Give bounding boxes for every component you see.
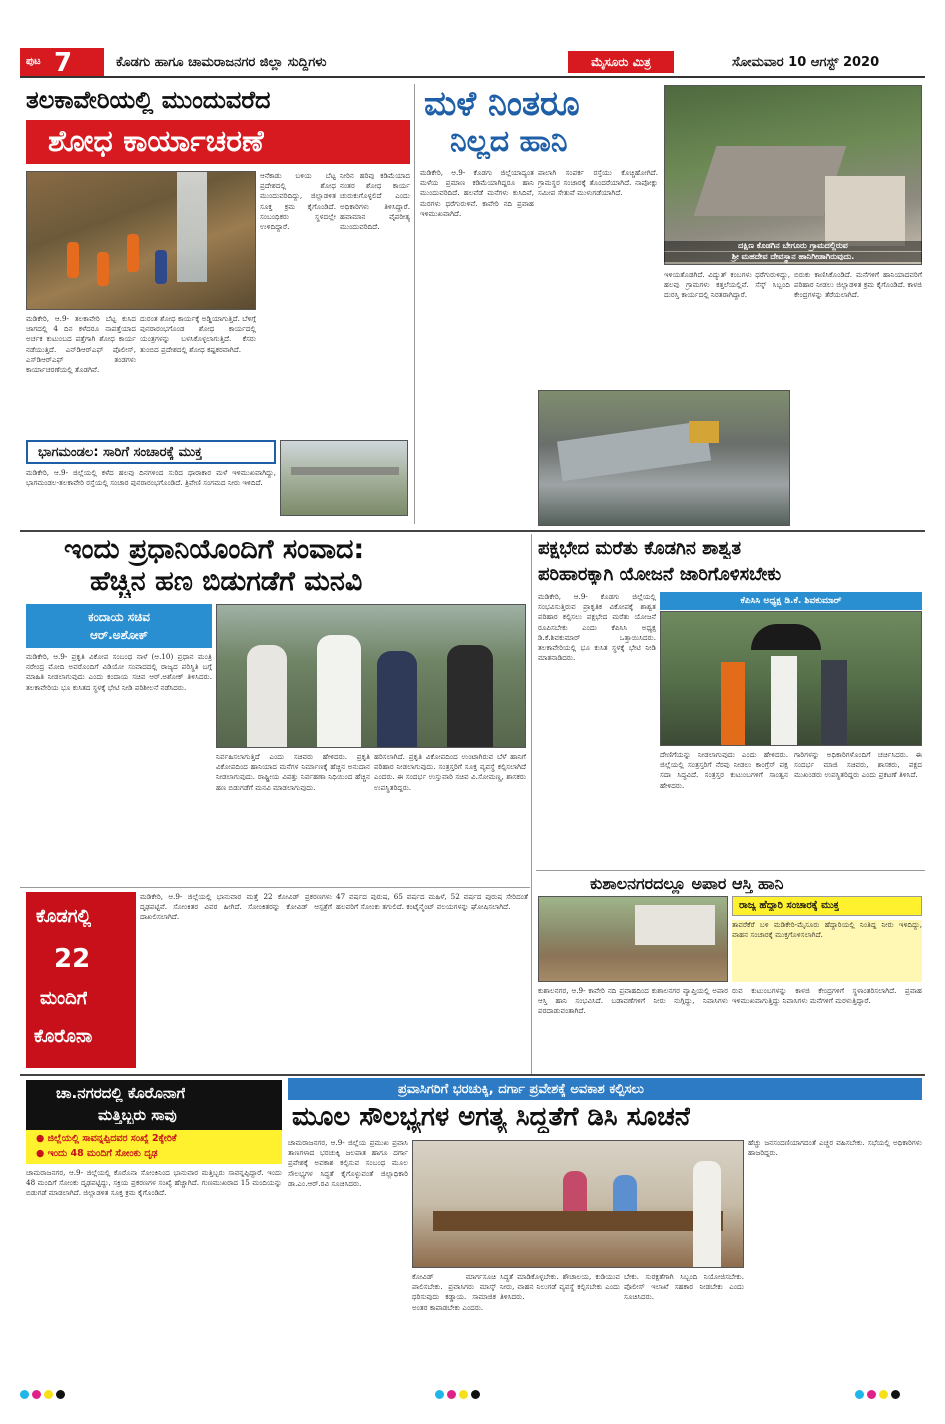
person-figure <box>377 651 417 748</box>
person-figure <box>771 656 797 746</box>
dks-body-col3: ಗಾರಿಗಳನ್ನು ಅಧಿಕಾರಿಗಳೊಂದಿಗೆ ಚರ್ಚಿಸಿದರು. ಈ ಸಂದರ್ಭ ಮಾಜಿ ಸಚಿವರು, ಶಾಸಕರು, ಪಕ್ಷದ ಮುಖಂಡರು ಉಪಸ್ಥಿತರಿದ್ದರು ಎಂದು ಪ್ರಕಟಣೆ ತಿಳಿಸಿದೆ. <box>794 750 922 780</box>
highway-body: ತಾವರೆಕೆರೆ ಬಳಿ ಮಡಿಕೇರಿ-ಮೈಸೂರು ಹೆದ್ದಾರಿಯಲ್ಲಿ ನಿಂತಿದ್ದ ನೀರು ಇಳಿದಿದ್ದು, ವಾಹನ ಸಂಚಾರಕ್ಕೆ ಮುಕ್ತಗೊಳಿಸಲಾಗಿದೆ. <box>732 920 922 982</box>
person-figure <box>563 1171 587 1211</box>
dks-body-col2: ದೇಣಿಗೆಯನ್ನು ನೀಡಲಾಗುವುದು ಎಂದು ಹೇಳಿದರು. ಜಿಲ್ಲೆಯಲ್ಲಿ ಸಂತ್ರಸ್ತರಿಗೆ ನೆರವು ನೀಡಲು ಕಾಂಗ್ರೆಸ್ ಪಕ್ಷ ಸದಾ ಸಿದ್ಧವಿದೆ. ಸಂತ್ರಸ್ತರ ಕುಟುಂಬಗಳಿಗೆ ಸಾಂತ್ವನ ಹೇಳಿದರು. <box>660 750 788 790</box>
temple-photo-caption-line1: ದಕ್ಷಿಣ ಕೊಡಗಿನ ಬೇಗೂರು ಗ್ರಾಮದಲ್ಲಿರುವ <box>664 241 922 251</box>
magenta-dot <box>447 1390 456 1399</box>
yellow-dot <box>879 1390 888 1399</box>
person-figure <box>821 660 847 746</box>
search-body-col1: ಮಡಿಕೇರಿ, ಆ.9- ತಲಕಾವೇರಿ ಬೆಟ್ಟ ಕುಸಿದ ಜಾಗದಲ್ಲಿ 4 ದಿನ ಕಳೆದರೂ ನಾಪತ್ತೆಯಾದ ಅರ್ಚಕ ಕುಟುಂಬದ ಪತ್ತೆಗಾಗಿ ಶೋಧ ಕಾರ್ಯ ನಡೆಯುತ್ತಿದೆ. ಎನ್‍ಡಿಆರ್‍ಎಫ್ ಪೊಲೀಸ್, ಎಸ್‍ಡಿಆರ್‍ಎಫ್ ತಂಡಗಳು ಕಾರ್ಯಾಚರಣೆಯಲ್ಲಿ ತೊಡಗಿವೆ. <box>26 314 136 375</box>
black-dot <box>891 1390 900 1399</box>
flood-photo <box>538 896 728 982</box>
dargah-body-col3: ಸಿದ್ಧತೆ ಮಾಡಿಕೊಳ್ಳಬೇಕು. ಶೌಚಾಲಯ, ಕುಡಿಯುವ ನೀರು, ವಾಹನ ನಿಲುಗಡೆ ವ್ಯವಸ್ಥೆ ಕಲ್ಪಿಸಬೇಕು ಎಂದು ತಿಳಿಸಿದರು. <box>500 1272 620 1302</box>
dks-label <box>660 592 922 610</box>
temple-damage-photo <box>664 85 922 265</box>
search-headline-line1: ತಲಕಾವೇರಿಯಲ್ಲಿ ಮುಂದುವರೆದ <box>26 86 271 114</box>
column-divider <box>531 534 532 1074</box>
dks-headline-line1: ಪಕ್ಷಭೇದ ಮರೆತು ಕೊಡಗಿನ ಶಾಶ್ವತ <box>538 538 742 559</box>
rain-body-col1: ಮಡಿಕೇರಿ, ಆ.9- ಕೊಡಗು ಜಿಲ್ಲೆಯಾದ್ಯಂತ ಮಳೆಯ ಪ್ರಮಾಣ ಕಡಿಮೆಯಾಗಿದ್ದರೂ ಹಾನಿ ಮುಂದುವರಿದಿದೆ. ಹಲವೆಡೆ ಮನೆಗಳು ಕುಸಿದಿವೆ, ಮರಗಳು ಧರೆಗುರುಳಿವೆ. ಕಾವೇರಿ ನದಿ ಪ್ರವಾಹ ಇಳಿಮುಖವಾಗಿದೆ. <box>420 168 534 218</box>
cyan-dot <box>855 1390 864 1399</box>
pm-body-col3: ಹರಿಸಲಾಗಿದೆ. ಪ್ರಕೃತಿ ವಿಕೋಪದಿಂದ ಉಂಟಾಗಿರುವ ಬೆಳೆ ಹಾನಿಗೆ ಪರಿಹಾರ ನೀಡಲಾಗುವುದು. ಸಂತ್ರಸ್ತರಿಗೆ ಸೂಕ್ತ ವ್ಯವಸ್ಥೆ ಕಲ್ಪಿಸಲಾಗಿದೆ ಎಂದರು. ಈ ಸಂದರ್ಭ ಉಸ್ತುವಾರಿ ಸಚಿವ ವಿ.ಸೋಮಣ್ಣ, ಶಾಸಕರು ಉಪಸ್ಥಿತರಿದ್ದರು. <box>374 752 526 792</box>
cj-headline-line1: ಚಾ.ನಗರದಲ್ಲಿ ಕೊರೊನಾಗೆ <box>56 1084 186 1102</box>
flag-shape <box>689 421 719 443</box>
section-title: ಕೊಡಗು ಹಾಗೂ ಚಾಮರಾಜನಗರ ಜಿಲ್ಲಾ ಸುದ್ದಿಗಳು <box>116 55 327 70</box>
cyan-dot <box>20 1390 29 1399</box>
house-collapse-photo <box>538 390 790 526</box>
dargah-body-col2: ಕೋವಿಡ್ ಮಾರ್ಗಸೂಚಿ ಪಾಲಿಸಬೇಕು. ಪ್ರವಾಸಿಗರು ಮಾಸ್ಕ್ ಧರಿಸುವುದು ಕಡ್ಡಾಯ. ಸಾಮಾಜಿಕ ಅಂತರ ಕಾಪಾಡಬೇಕು ಎಂದರು. <box>412 1272 496 1312</box>
bridge-shape <box>291 467 399 475</box>
yellow-dot <box>459 1390 468 1399</box>
search-body-col2: ದುರಂತ ಶೋಧ ಕಾರ್ಯಕ್ಕೆ ಅಡ್ಡಿಯಾಗುತ್ತಿದೆ. ಬೆಳಿಗ್ಗೆ ಪುನರಾರಂಭಗೊಂಡ ಶೋಧ ಕಾರ್ಯದಲ್ಲಿ ಯಂತ್ರಗಳನ್ನು ಬಳಸಿಕೊಳ್ಳಲಾಗುತ್ತಿದೆ. ಕೆಸರು ತುಂಬಿದ ಪ್ರದೇಶದಲ್ಲಿ ಶೋಧ ಕಷ್ಟಕರವಾಗಿದೆ. <box>140 314 256 354</box>
page-number-badge <box>20 48 104 76</box>
minister-visit-photo <box>216 604 526 748</box>
person-figure <box>693 1161 721 1268</box>
dks-visit-photo <box>660 611 922 746</box>
dargah-body-col4: ಬೇಕು. ಸುರಕ್ಷತೆಗಾಗಿ ಸಿಬ್ಬಂದಿ ನಿಯೋಜಿಸಬೇಕು. ಪೊಲೀಸ್ ಇಲಾಖೆ ಸಹಕಾರ ನೀಡಬೇಕು ಎಂದು ಸೂಚಿಸಿದರು. <box>624 1272 744 1302</box>
color-registration-marks <box>855 1384 903 1403</box>
corona-body-col2: 47 ವರ್ಷದ ಪುರುಷ, 65 ವರ್ಷದ ಮಹಿಳೆ, 52 ವರ್ಷದ ಪುರುಷ ಸೇರಿದಂತೆ ಹಲವರಿಗೆ ಸೋಂಕು ತಗುಲಿದೆ. ಕಂಟೈನ್ಮೆಂಟ್ ವಲಯಗಳನ್ನು ಘೋಷಿಸಲಾಗಿದೆ. <box>336 892 528 912</box>
pm-body-col2: ನಿರ್ವಹಿಸಲಾಗುತ್ತಿದೆ ಎಂದು ಸಚಿವರು ಹೇಳಿದರು. ಪ್ರಕೃತಿ ವಿಕೋಪದಿಂದ ಹಾನಿಯಾದ ಮನೆಗಳ ನಿರ್ಮಾಣಕ್ಕೆ ಹೆಚ್ಚಿನ ಅನುದಾನ ನೀಡಲಾಗುವುದು. ರಾಷ್ಟ್ರೀಯ ವಿಪತ್ತು ನಿರ್ವಹಣಾ ನಿಧಿಯಿಂದ ಹೆಚ್ಚಿನ ಹಣ ಬಿಡುಗಡೆಗೆ ಮನವಿ ಮಾಡಲಾಗುವುದು. <box>216 752 370 792</box>
issue-date: ಸೋಮವಾರ 10 ಆಗಸ್ಟ್ 2020 <box>732 55 880 70</box>
dargah-headline: ಮೂಲ ಸೌಲಭ್ಯಗಳ ಅಗತ್ಯ ಸಿದ್ಧತೆಗೆ ಡಿಸಿ ಸೂಚನೆ <box>292 1102 691 1132</box>
dargah-body-col1: ಚಾಮರಾಜನಗರ, ಆ.9- ಜಿಲ್ಲೆಯ ಪ್ರಮುಖ ಪ್ರವಾಸಿ ತಾಣಗಳಾದ ಭರಚುಕ್ಕಿ ಜಲಪಾತ ಹಾಗೂ ದರ್ಗಾ ಪ್ರವೇಶಕ್ಕೆ ಅವಕಾಶ ಕಲ್ಪಿಸುವ ಸಂಬಂಧ ಮೂಲ ಸೌಲಭ್ಯಗಳ ಸಿದ್ಧತೆ ಕೈಗೊಳ್ಳುವಂತೆ ಜಿಲ್ಲಾಧಿಕಾರಿ ಡಾ.ಎಂ.ಆರ್.ರವಿ ಸೂಚಿಸಿದರು. <box>288 1138 408 1188</box>
search-body-col3: ಆನೆಕಾಡು ಬಳಿಯ ಬೆಟ್ಟ ಪ್ರದೇಶದಲ್ಲಿ ಶೋಧ ಮುಂದುವರಿದಿದ್ದು, ಜಿಲ್ಲಾಡಳಿತ ಸೂಕ್ತ ಕ್ರಮ ಕೈಗೊಂಡಿದೆ. ಸಂಬಂಧಿಕರು ಸ್ಥಳದಲ್ಲೇ ಉಳಿದಿದ್ದಾರೆ. <box>260 171 336 232</box>
cj-bullet1: ● ಜಿಲ್ಲೆಯಲ್ಲಿ ಸಾವನ್ನಪ್ಪಿದವರ ಸಂಖ್ಯೆ 2ಕ್ಕೇರಿಕೆ <box>36 1133 177 1144</box>
section-divider <box>20 1074 925 1076</box>
corona-headline-box <box>26 892 136 1068</box>
section-divider <box>536 870 925 871</box>
paper-name: ಮೈಸೂರು ಮಿತ್ರ <box>568 51 674 73</box>
cj-body: ಚಾಮರಾಜನಗರ, ಆ.9- ಜಿಲ್ಲೆಯಲ್ಲಿ ಕೊರೊನಾ ಸೋಂಕಿನಿಂದ ಭಾನುವಾರ ಮತ್ತಿಬ್ಬರು ಸಾವನ್ನಪ್ಪಿದ್ದಾರೆ. ಇಂದು 48 ಮಂದಿಗೆ ಸೋಂಕು ದೃಢಪಟ್ಟಿದ್ದು, ಸಕ್ರಿಯ ಪ್ರಕರಣಗಳ ಸಂಖ್ಯೆ ಹೆಚ್ಚಾಗಿದೆ. ಗುಣಮುಖರಾದ 15 ಮಂದಿಯನ್ನು ಬಿಡುಗಡೆ ಮಾಡಲಾಗಿದೆ. ಜಿಲ್ಲಾಡಳಿತ ಸೂಕ್ತ ಕ್ರಮ ಕೈಗೊಂಡಿದೆ. <box>26 1168 282 1198</box>
kushalnagar-body-col1: ಕುಶಾಲನಗರ, ಆ.9- ಕಾವೇರಿ ನದಿ ಪ್ರವಾಹದಿಂದ ಕುಶಾಲನಗರ ವ್ಯಾಪ್ತಿಯಲ್ಲಿ ಅಪಾರ ಆಸ್ತಿ ಹಾನಿ ಸಂಭವಿಸಿದೆ. ಬಡಾವಣೆಗಳಿಗೆ ನೀರು ನುಗ್ಗಿದ್ದು, ನಿವಾಸಿಗಳು ಪರದಾಡುವಂತಾಗಿದೆ. <box>538 986 728 1016</box>
kushalnagar-body-col2: ರುವ ಕುಟುಂಬಗಳನ್ನು ಕಾಳಜಿ ಕೇಂದ್ರಗಳಿಗೆ ಸ್ಥಳಾಂತರಿಸಲಾಗಿದೆ. ಪ್ರವಾಹ ಇಳಿಮುಖವಾಗುತ್ತಿದ್ದು ನಿವಾಸಿಗಳು ಮನೆಗಳಿಗೆ ಮರಳುತ್ತಿದ್ದಾರೆ. <box>732 986 922 1006</box>
bhagamandala-photo <box>280 440 408 516</box>
umbrella-shape <box>751 624 821 650</box>
color-registration-marks <box>20 1384 68 1403</box>
black-dot <box>56 1390 65 1399</box>
rain-body-col4: ಬಿರುಕು ಕಾಣಿಸಿಕೊಂಡಿದೆ. ಮನೆಗಳಿಗೆ ಹಾನಿಯಾದವರಿಗೆ ಪರಿಹಾರ ನೀಡಲು ಜಿಲ್ಲಾಡಳಿತ ಕ್ರಮ ಕೈಗೊಂಡಿದೆ. ಕಾಳಜಿ ಕೇಂದ್ರಗಳನ್ನು ತೆರೆಯಲಾಗಿದೆ. <box>794 270 922 300</box>
highway-subhead-box <box>732 896 922 916</box>
corona-body-col1: ಮಡಿಕೇರಿ, ಆ.9- ಜಿಲ್ಲೆಯಲ್ಲಿ ಭಾನುವಾರ ಮತ್ತೆ 22 ಕೋವಿಡ್ ಪ್ರಕರಣಗಳು ದೃಢಪಟ್ಟಿವೆ. ಸೋಂಕಿತರ ವಿವರ ಹೀಗಿದೆ. ಸೋಂಕಿತರನ್ನು ಕೋವಿಡ್ ಆಸ್ಪತ್ರೆಗೆ ದಾಖಲಿಸಲಾಗಿದೆ. <box>140 892 332 922</box>
bhagamandala-body: ಮಡಿಕೇರಿ, ಆ.9- ಜಿಲ್ಲೆಯಲ್ಲಿ ಕಳೆದ ಹಲವು ದಿನಗಳಿಂದ ಸುರಿದ ಧಾರಾಕಾರ ಮಳೆ ಇಳಿಮುಖವಾಗಿದ್ದು, ಭಾಗಮಂಡಲ-ತಲಕಾವೇರಿ ರಸ್ತೆಯಲ್ಲಿ ಸಂಚಾರ ಪುನರಾರಂಭಗೊಂಡಿದೆ. ತ್ರಿವೇಣಿ ಸಂಗಮದ ನೀರು ಇಳಿದಿದೆ. <box>26 468 276 488</box>
cyan-dot <box>435 1390 444 1399</box>
temple-photo-caption-line2: ಶ್ರೀ ಮಹದೇವ ದೇವಸ್ಥಾನ ಹಾನಿಗೀಡಾಗಿರುವುದು. <box>664 252 922 262</box>
pm-headline-line2: ಹೆಚ್ಚಿನ ಹಣ ಬಿಡುಗಡೆಗೆ ಮನವಿ <box>90 566 363 597</box>
kushalnagar-headline: ಕುಶಾಲನಗರದಲ್ಲೂ ಅಪಾರ ಆಸ್ತಿ ಹಾನಿ <box>590 874 784 893</box>
dargah-body-col5: ಹೆಚ್ಚು ಜನಸಂದಣಿಯಾಗದಂತೆ ಎಚ್ಚರ ವಹಿಸಬೇಕು. ಸಭೆಯಲ್ಲಿ ಅಧಿಕಾರಿಗಳು ಹಾಜರಿದ್ದರು. <box>748 1138 922 1158</box>
section-divider <box>20 530 925 532</box>
bhagamandala-headline-box <box>26 440 276 464</box>
black-dot <box>471 1390 480 1399</box>
corona-headline-line4: ಕೊರೊನಾ <box>34 1026 93 1047</box>
rain-body-col3: ಇಳಿಯತೊಡಗಿದೆ. ವಿದ್ಯುತ್ ಕಂಬಗಳು ಧರೆಗುರುಳಿದ್ದು, ಹಲವು ಗ್ರಾಮಗಳು ಕತ್ತಲೆಯಲ್ಲಿವೆ. ಸೆಸ್ಕ್ ಸಿಬ್ಬಂದಿ ದುರಸ್ತಿ ಕಾರ್ಯದಲ್ಲಿ ನಿರತರಾಗಿದ್ದಾರೆ. <box>664 270 790 300</box>
cj-bullet1-text: ಜಿಲ್ಲೆಯಲ್ಲಿ ಸಾವನ್ನಪ್ಪಿದವರ ಸಂಖ್ಯೆ 2ಕ್ಕೇರಿಕೆ <box>47 1133 177 1144</box>
cj-bullets-box <box>26 1130 282 1164</box>
page-prefix: ಪುಟ <box>26 56 41 67</box>
page-number: 7 <box>54 48 73 78</box>
person-figure <box>721 662 745 746</box>
dargah-kicker-bar <box>288 1078 922 1100</box>
dc-meeting-photo <box>412 1140 744 1268</box>
magenta-dot <box>32 1390 41 1399</box>
rescuer-figure <box>67 242 79 278</box>
person-figure <box>613 1175 637 1211</box>
building-shape <box>825 176 905 246</box>
section-divider <box>20 887 530 888</box>
search-body-col4: ನೀರಿನ ಹರಿವು ಕಡಿಮೆಯಾದ ನಂತರ ಶೋಧ ಕಾರ್ಯ ಚುರುಕುಗೊಳ್ಳಲಿದೆ ಎಂದು ಅಧಿಕಾರಿಗಳು ತಿಳಿಸಿದ್ದಾರೆ. ಹವಾಮಾನ ವೈಪರೀತ್ಯ ಮುಂದುವರಿದಿದೆ. <box>340 171 410 232</box>
page-header <box>20 48 925 78</box>
cj-bullet2-text: ಇಂದು 48 ಮಂದಿಗೆ ಸೋಂಕು ದೃಢ <box>47 1148 158 1159</box>
search-headline-band <box>26 120 410 164</box>
pm-body-col1: ಮಡಿಕೇರಿ, ಆ.9- ಪ್ರಕೃತಿ ವಿಕೋಪ ಸಂಬಂಧ ನಾಳೆ (ಆ.10) ಪ್ರಧಾನ ಮಂತ್ರಿ ನರೇಂದ್ರ ಮೋದಿ ಅವರೊಂದಿಗೆ ವಿಡಿಯೋ ಸಂವಾದದಲ್ಲಿ ರಾಜ್ಯದ ಪರಿಸ್ಥಿತಿ ಬಗ್ಗೆ ಮಾಹಿತಿ ನೀಡಲಾಗುವುದು ಎಂದು ಕಂದಾಯ ಸಚಿವ ಆರ್.ಅಶೋಕ್ ತಿಳಿಸಿದರು. ತಲಕಾವೇರಿಯ ಭೂ ಕುಸಿತದ ಸ್ಥಳಕ್ಕೆ ಭೇಟಿ ನೀಡಿ ಪರಿಶೀಲನೆ ನಡೆಸಿದರು. <box>26 652 212 692</box>
rain-headline-line2: ನಿಲ್ಲದ ಹಾನಿ <box>450 124 568 159</box>
column-divider <box>414 84 415 524</box>
highway-subhead: ರಾಜ್ಯ ಹೆದ್ದಾರಿ ಸಂಚಾರಕ್ಕೆ ಮುಕ್ತ <box>739 900 840 911</box>
rescuer-figure <box>127 234 139 272</box>
search-headline-line2: ಶೋಧ ಕಾರ್ಯಾಚರಣೆ <box>48 124 264 159</box>
house-shape <box>635 905 715 945</box>
corona-headline-line3: ಮಂದಿಗೆ <box>40 988 88 1009</box>
bhagamandala-headline: ಭಾಗಮಂಡಲ: ಸಾರಿಗೆ ಸಂಚಾರಕ್ಕೆ ಮುಕ್ತ <box>38 445 203 460</box>
pm-headline-line1: ಇಂದು ಪ್ರಧಾನಿಯೊಂದಿಗೆ ಸಂವಾದ: <box>64 534 365 565</box>
collapsed-roof-shape <box>694 146 847 216</box>
cj-bullet2: ● ಇಂದು 48 ಮಂದಿಗೆ ಸೋಂಕು ದೃಢ <box>36 1148 158 1159</box>
yellow-dot <box>44 1390 53 1399</box>
search-photo <box>26 171 256 310</box>
table-shape <box>433 1211 723 1231</box>
person-figure <box>317 635 361 748</box>
pm-label-box <box>26 604 212 648</box>
dks-headline-line2: ಪರಿಹಾರಕ್ಕಾಗಿ ಯೋಜನೆ ಜಾರಿಗೊಳಿಸಬೇಕು <box>538 564 782 585</box>
person-figure <box>447 645 493 748</box>
rain-body-col2: ಪಾಲಾಗಿ ಸಂಪರ್ಕ ರಸ್ತೆಯು ಕೊಚ್ಚಿಹೋಗಿದೆ. ಗ್ರಾಮಸ್ಥರ ಸಂಚಾರಕ್ಕೆ ತೊಂದರೆಯಾಗಿದೆ. ನಾಪೋಕ್ಲು ಸಮೀಪ ಸೇತುವೆ ಮುಳುಗಡೆಯಾಗಿದೆ. <box>538 168 658 198</box>
rescuer-figure <box>97 252 109 286</box>
cj-headline-box <box>26 1080 282 1130</box>
person-figure <box>247 645 287 748</box>
cj-headline-line2: ಮತ್ತಿಬ್ಬರು ಸಾವು <box>98 1106 177 1124</box>
pm-label-line2: ಆರ್.ಅಶೋಕ್ <box>89 628 149 642</box>
corona-headline-line1: ಕೊಡಗಲ್ಲಿ <box>36 906 92 927</box>
color-registration-marks <box>435 1384 483 1403</box>
dks-body-col1: ಮಡಿಕೇರಿ, ಆ.9- ಕೊಡಗು ಜಿಲ್ಲೆಯಲ್ಲಿ ಸಂಭವಿಸುತ್ತಿರುವ ಪ್ರಾಕೃತಿಕ ವಿಕೋಪಕ್ಕೆ ಶಾಶ್ವತ ಪರಿಹಾರ ಕಲ್ಪಿಸಲು ಪಕ್ಷಭೇದ ಮರೆತು ಯೋಜನೆ ರೂಪಿಸಬೇಕು ಎಂದು ಕೆಪಿಸಿಸಿ ಅಧ್ಯಕ್ಷ ಡಿ.ಕೆ.ಶಿವಕುಮಾರ್ ಒತ್ತಾಯಿಸಿದರು. ತಲಕಾವೇರಿಯಲ್ಲಿ ಭೂ ಕುಸಿತ ಸ್ಥಳಕ್ಕೆ ಭೇಟಿ ನೀಡಿ ಮಾತನಾಡಿದರು. <box>538 592 656 663</box>
roof-sheet-shape <box>557 421 711 481</box>
dks-label-text: ಕೆಪಿಸಿಸಿ ಅಧ್ಯಕ್ಷ ಡಿ.ಕೆ. ಶಿವಕುಮಾರ್ <box>740 596 842 606</box>
waterfall-shape <box>177 172 207 282</box>
pm-label-line1: ಕಂದಾಯ ಸಚಿವ <box>88 610 150 624</box>
magenta-dot <box>867 1390 876 1399</box>
rain-headline-line1: ಮಳೆ ನಿಂತರೂ <box>424 84 580 124</box>
corona-headline-line2: 22 <box>54 944 91 974</box>
rescuer-figure <box>155 250 167 284</box>
dargah-kicker: ಪ್ರವಾಸಿಗರಿಗೆ ಭರಚುಕ್ಕಿ, ದರ್ಗಾ ಪ್ರವೇಶಕ್ಕೆ ಅವಕಾಶ ಕಲ್ಪಿಸಲು <box>398 1082 644 1097</box>
